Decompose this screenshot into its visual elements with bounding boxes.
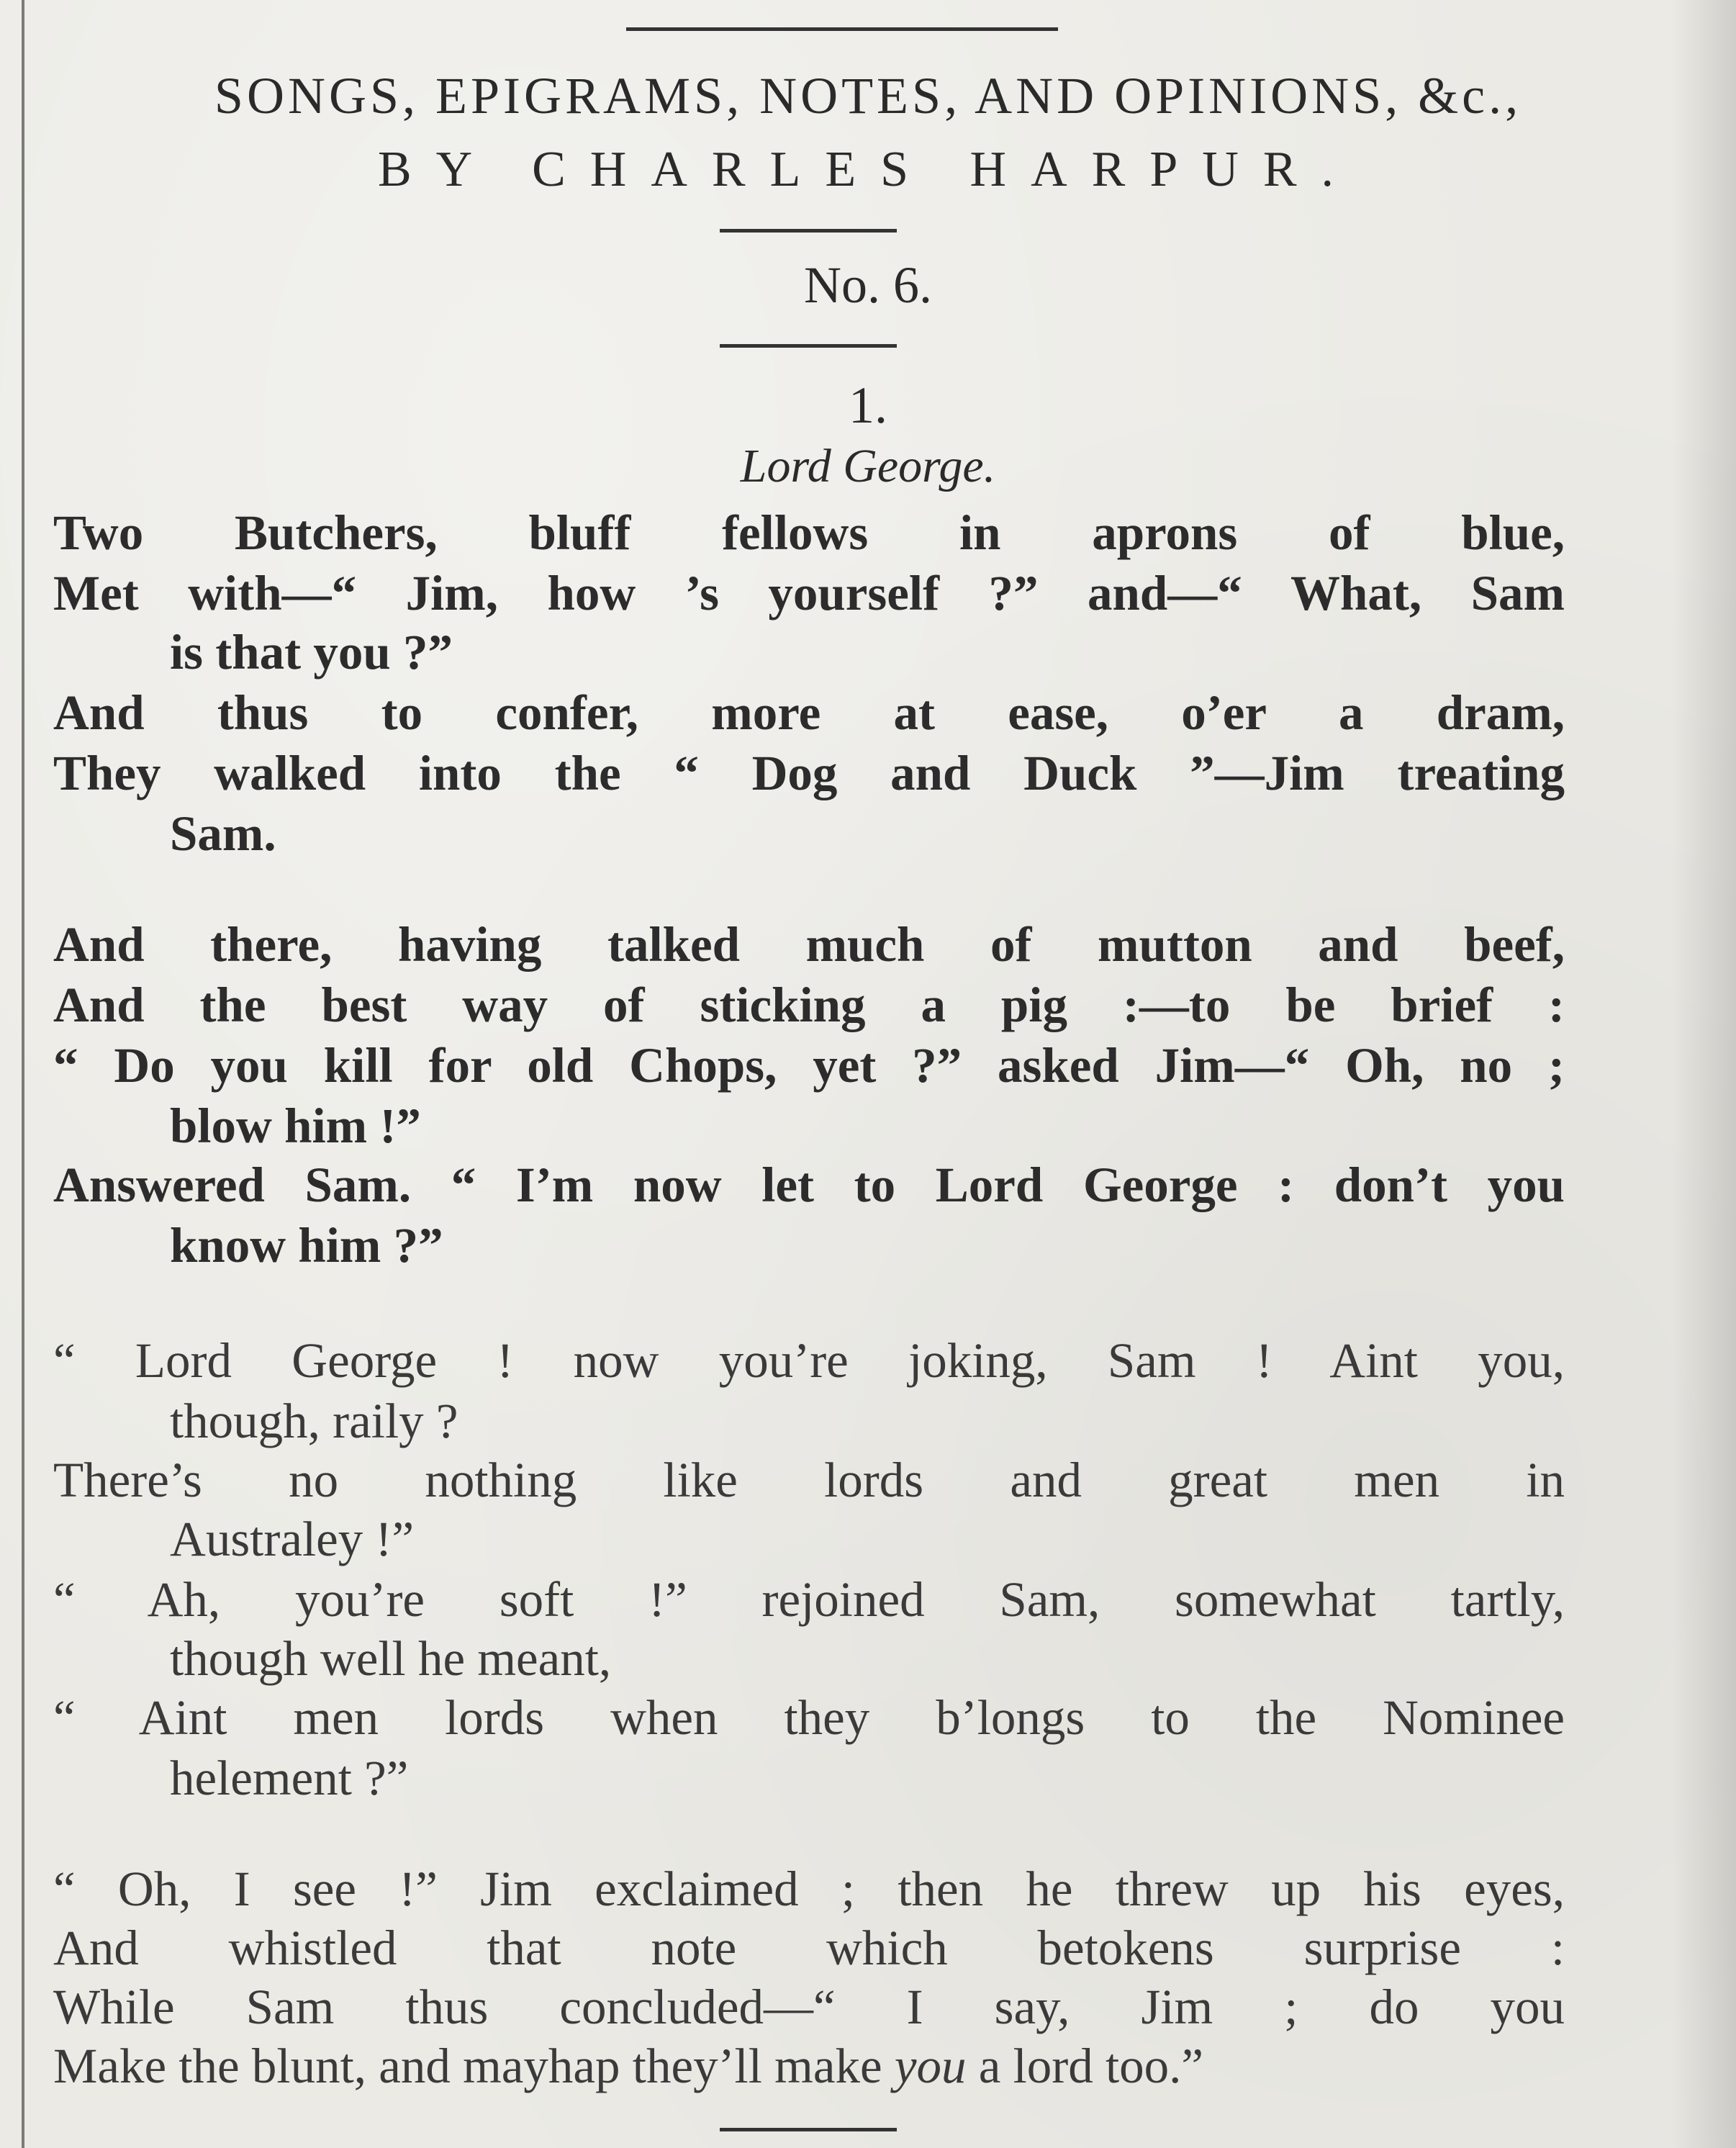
poem-line: “ Lord George ! now you’re joking, Sam ! Aint you,	[53, 1333, 1565, 1388]
poem-line: know him ?”	[170, 1218, 443, 1273]
final-line-start: Make the blunt, and mayhap they’ll make	[53, 2039, 895, 2093]
poem-line: blow him !”	[170, 1098, 421, 1153]
poem-line: And whistled that note which betokens surprise :	[53, 1921, 1565, 1975]
rule-above-issue	[720, 229, 897, 233]
poem-line: And there, having talked much of mutton and beef,	[53, 917, 1565, 972]
top-rule	[626, 27, 1058, 31]
series-title: SONGS, EPIGRAMS, NOTES, AND OPINIONS, &c.,	[214, 67, 1522, 125]
poem-line: And thus to confer, more at ease, o’er a dram,	[53, 685, 1565, 740]
poem-line: They walked into the “ Dog and Duck ”—Jim treating	[53, 746, 1565, 800]
poem-line: And the best way of sticking a pig :—to be brief :	[53, 978, 1565, 1032]
poem-line: Answered Sam. “ I’m now let to Lord George : don’t you	[53, 1158, 1565, 1212]
poem-line: Met with—“ Jim, how ’s yourself ?” and—“ What, Sam	[53, 566, 1565, 621]
final-line-emphasis: you	[894, 2039, 967, 2093]
poem-line: Sam.	[170, 806, 276, 861]
poem-line: “ Oh, I see !” Jim exclaimed ; then he threw up his eyes,	[53, 1862, 1565, 1916]
bottom-rule	[720, 2128, 897, 2131]
piece-number: 1.	[849, 376, 887, 434]
final-line-end: a lord too.”	[966, 2039, 1204, 2093]
poem-line: “ Ah, you’re soft !” rejoined Sam, somewhat tartly,	[53, 1572, 1565, 1627]
column-rule-left	[22, 0, 24, 2148]
poem-line: Two Butchers, bluff fellows in aprons of blue,	[53, 505, 1565, 560]
issue-number: No. 6.	[804, 256, 932, 314]
poem-line: “ Aint men lords when they b’longs to the Nominee	[53, 1690, 1565, 1745]
poem-line: “ Do you kill for old Chops, yet ?” asked Jim—“ Oh, no ;	[53, 1038, 1565, 1093]
poem-line: Australey !”	[170, 1512, 415, 1566]
rule-below-issue	[720, 344, 897, 348]
poem-line-final	[53, 2041, 1565, 2091]
poem-line: is that you ?”	[170, 625, 453, 680]
piece-title: Lord George.	[740, 440, 996, 492]
page-edge-shadow	[1671, 0, 1736, 2148]
author-byline: BY CHARLES HARPUR.	[377, 142, 1359, 197]
poem-line: though, raily ?	[170, 1394, 458, 1448]
poem-line: though well he meant,	[170, 1631, 612, 1686]
poem-line: helement ?”	[170, 1751, 409, 1805]
poem-line: There’s no nothing like lords and great men in	[53, 1453, 1565, 1507]
poem-line: While Sam thus concluded—“ I say, Jim ; do you	[53, 1980, 1565, 2034]
